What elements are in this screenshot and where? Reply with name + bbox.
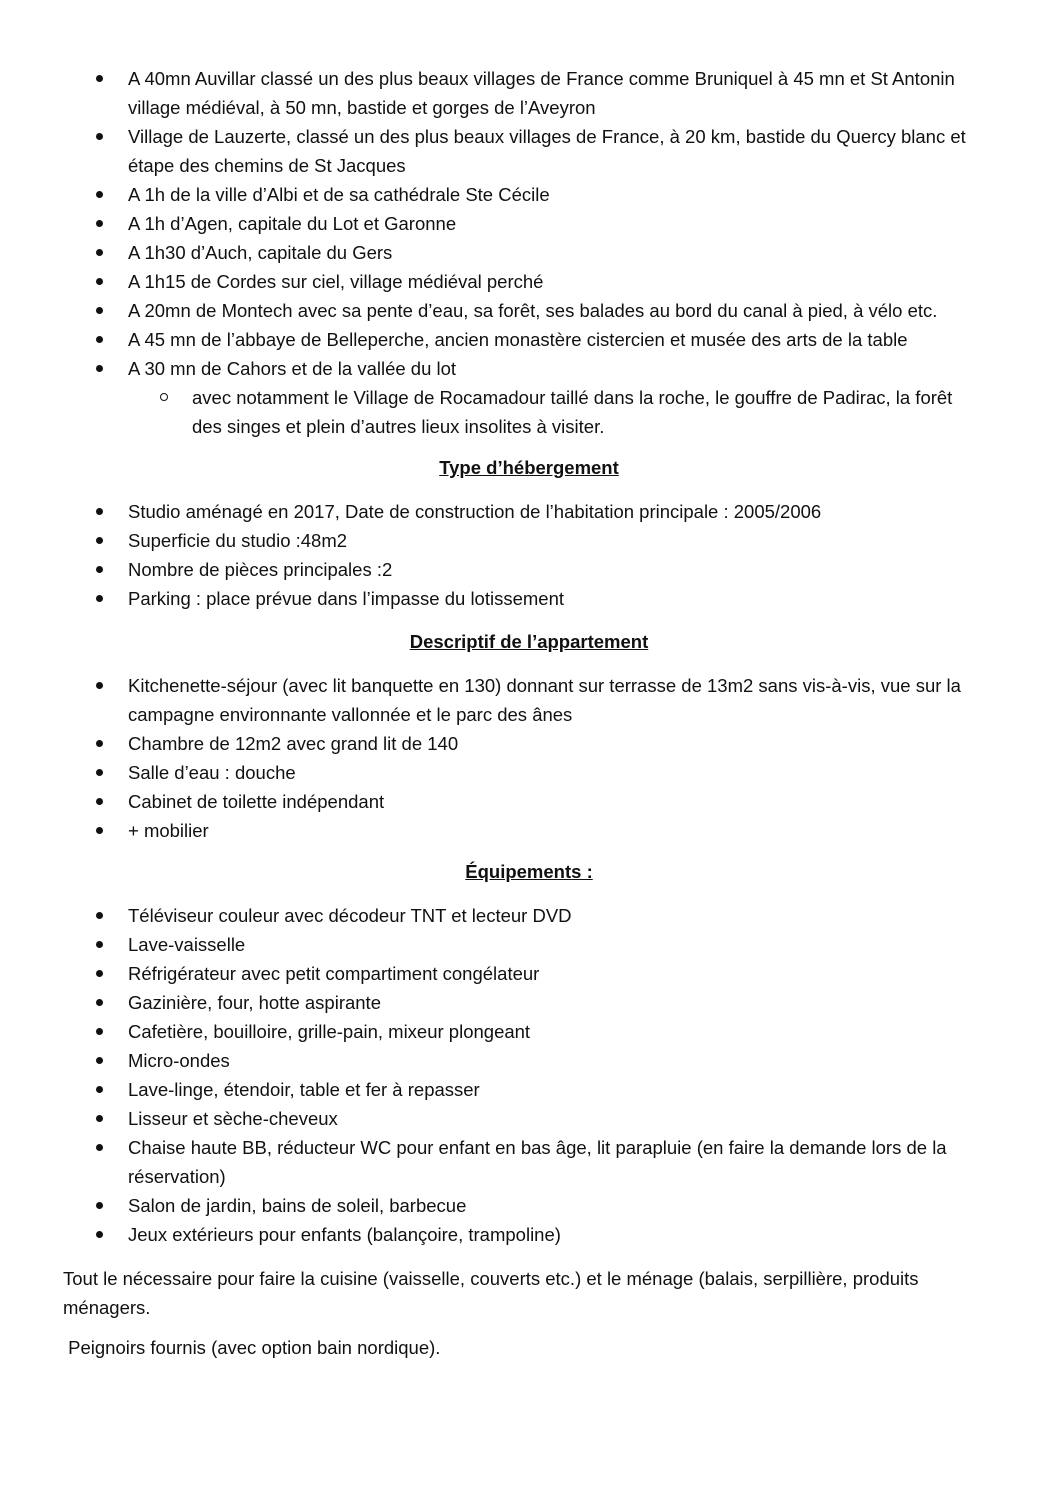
sub-list-item xyxy=(0,383,1058,441)
list-item xyxy=(0,354,1058,383)
list-item-text: Lisseur et sèche-cheveux xyxy=(128,1108,338,1129)
list-item xyxy=(0,209,1058,238)
list-item xyxy=(0,526,1058,555)
bullet-icon xyxy=(96,1057,103,1064)
section-title-descriptif: Descriptif de l’appartement xyxy=(409,631,649,652)
bullet-icon xyxy=(96,1202,103,1209)
bullet-icon xyxy=(96,508,103,515)
list-item xyxy=(0,1220,1058,1249)
list-item xyxy=(0,988,1058,1017)
list-item xyxy=(0,1017,1058,1046)
bullet-icon xyxy=(96,1115,103,1122)
list-item xyxy=(0,296,1058,325)
list-item xyxy=(0,497,1058,526)
list-item-text: Cafetière, bouilloire, grille-pain, mixeur plongeant xyxy=(128,1021,531,1042)
bullet-icon xyxy=(96,740,103,747)
bullet-icon xyxy=(96,595,103,602)
list-item-text: A 45 mn de l’abbaye de Belleperche, ancien monastère cistercien et musée des arts de la table xyxy=(128,329,908,350)
list-item xyxy=(0,930,1058,959)
bullet-icon xyxy=(96,1231,103,1238)
bullet-icon xyxy=(96,365,103,372)
bullet-icon xyxy=(96,682,103,689)
bullet-icon xyxy=(96,1144,103,1151)
bullet-icon xyxy=(96,827,103,834)
list-item-text: Salle d’eau : douche xyxy=(128,762,296,783)
list-item xyxy=(0,901,1058,930)
list-item-text: Téléviseur couleur avec décodeur TNT et lecteur DVD xyxy=(128,905,572,926)
list-item xyxy=(0,122,1058,180)
list-item-text: Jeux extérieurs pour enfants (balançoire, trampoline) xyxy=(128,1224,561,1245)
list-item xyxy=(0,1046,1058,1075)
bullet-icon xyxy=(96,769,103,776)
list-item xyxy=(0,584,1058,613)
list-item-text: Village de Lauzerte, classé un des plus beaux villages de France, à 20 km, bastide du Quercy blanc et étape des chemins de St Jacques xyxy=(128,126,966,176)
list-item-text: Réfrigérateur avec petit compartiment congélateur xyxy=(128,963,540,984)
list-item xyxy=(0,787,1058,816)
list-item-text: Micro-ondes xyxy=(128,1050,230,1071)
bullet-icon xyxy=(96,798,103,805)
list-item-text: A 40mn Auvillar classé un des plus beaux villages de France comme Bruniquel à 45 mn et St Antonin village médiéval, à 50 mn, bastide et gorges de l’Aveyron xyxy=(128,68,955,118)
list-item-text: Gazinière, four, hotte aspirante xyxy=(128,992,381,1013)
type-list xyxy=(0,497,1058,613)
list-item-text: Cabinet de toilette indépendant xyxy=(128,791,385,812)
list-item-text: A 1h30 d’Auch, capitale du Gers xyxy=(128,242,393,263)
list-item xyxy=(0,729,1058,758)
list-item-text: Lave-vaisselle xyxy=(128,934,246,955)
paragraph-peignoirs: Peignoirs fournis (avec option bain nordique). xyxy=(63,1337,441,1358)
bullet-icon xyxy=(96,1028,103,1035)
equipements-list xyxy=(0,901,1058,1249)
sub-list-item-text: avec notamment le Village de Rocamadour taillé dans la roche, le gouffre de Padirac, la forêt des singes et plein d’autres lieux insolites à visiter. xyxy=(192,387,953,437)
list-item-text: Studio aménagé en 2017, Date de construction de l’habitation principale : 2005/2006 xyxy=(128,501,822,522)
list-item-text: Kitchenette-séjour (avec lit banquette en 130) donnant sur terrasse de 13m2 sans vis-à-vis, vue sur la campagne environnante vallonnée et le parc des ânes xyxy=(128,675,961,725)
list-item xyxy=(0,816,1058,845)
list-item xyxy=(0,959,1058,988)
list-item xyxy=(0,267,1058,296)
bullet-icon xyxy=(96,191,103,198)
list-item-text: A 20mn de Montech avec sa pente d’eau, sa forêt, ses balades au bord du canal à pied, à vélo etc. xyxy=(128,300,938,321)
bullet-icon xyxy=(96,75,103,82)
list-item-text: Parking : place prévue dans l’impasse du lotissement xyxy=(128,588,565,609)
list-item-text: Chambre de 12m2 avec grand lit de 140 xyxy=(128,733,459,754)
list-item-text: Nombre de pièces principales :2 xyxy=(128,559,393,580)
bullet-icon xyxy=(96,336,103,343)
bullet-icon xyxy=(96,249,103,256)
circle-bullet-icon xyxy=(160,393,168,401)
places-list xyxy=(0,64,1058,441)
list-item-text: A 1h15 de Cordes sur ciel, village médiéval perché xyxy=(128,271,544,292)
bullet-icon xyxy=(96,220,103,227)
list-item-text: Chaise haute BB, réducteur WC pour enfant en bas âge, lit parapluie (en faire la demande lors de la réservation) xyxy=(128,1137,947,1187)
list-item xyxy=(0,1104,1058,1133)
list-item-text: A 30 mn de Cahors et de la vallée du lot xyxy=(128,358,457,379)
list-item xyxy=(0,325,1058,354)
section-title-equipements: Équipements : xyxy=(465,861,593,882)
bullet-icon xyxy=(96,1086,103,1093)
bullet-icon xyxy=(96,566,103,573)
list-item xyxy=(0,64,1058,122)
bullet-icon xyxy=(96,970,103,977)
list-item-text: Lave-linge, étendoir, table et fer à repasser xyxy=(128,1079,480,1100)
bullet-icon xyxy=(96,999,103,1006)
section-title-type: Type d’hébergement xyxy=(439,457,619,478)
list-item xyxy=(0,1133,1058,1191)
bullet-icon xyxy=(96,912,103,919)
bullet-icon xyxy=(96,133,103,140)
list-item-text: Superficie du studio :48m2 xyxy=(128,530,348,551)
list-item xyxy=(0,1075,1058,1104)
bullet-icon xyxy=(96,307,103,314)
list-item xyxy=(0,180,1058,209)
list-item-text: + mobilier xyxy=(128,820,209,841)
paragraph-necessaire: Tout le nécessaire pour faire la cuisine (vaisselle, couverts etc.) et le ménage (balais, serpillière, produits ménagers. xyxy=(63,1268,919,1318)
list-item xyxy=(0,555,1058,584)
list-item-text: Salon de jardin, bains de soleil, barbecue xyxy=(128,1195,467,1216)
bullet-icon xyxy=(96,941,103,948)
list-item xyxy=(0,671,1058,729)
list-item-text: A 1h de la ville d’Albi et de sa cathédrale Ste Cécile xyxy=(128,184,550,205)
bullet-icon xyxy=(96,537,103,544)
list-item xyxy=(0,1191,1058,1220)
list-item-text: A 1h d’Agen, capitale du Lot et Garonne xyxy=(128,213,457,234)
descriptif-list xyxy=(0,671,1058,845)
bullet-icon xyxy=(96,278,103,285)
list-item xyxy=(0,238,1058,267)
list-item xyxy=(0,758,1058,787)
